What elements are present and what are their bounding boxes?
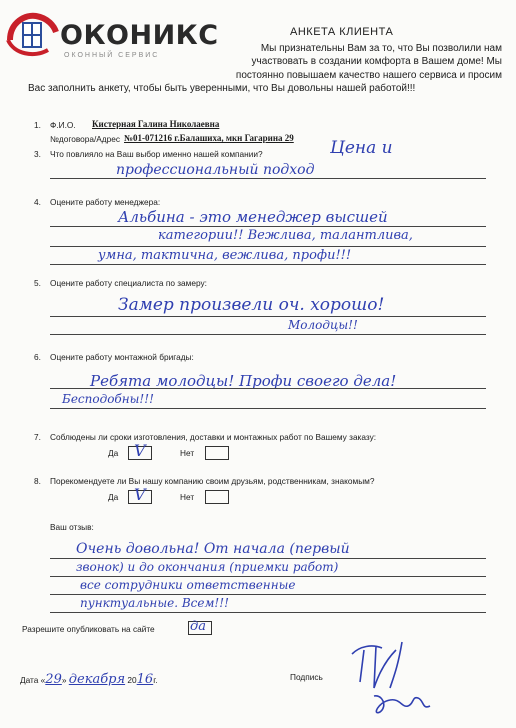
q4-answer-line-1: Альбина - это менеджер высшей: [118, 208, 388, 226]
q4-number: 4.: [34, 197, 41, 207]
q4-answer-line-2: категории!! Вежлива, талантлива,: [158, 228, 413, 243]
date-field: [20, 672, 158, 687]
q4-rule-3: [50, 264, 486, 265]
date-label: Дата «: [20, 675, 46, 685]
q2-label: №договора/Адрес: [50, 134, 121, 144]
q8-yes-label: Да: [108, 492, 119, 502]
date-year-prefix: 20: [127, 675, 137, 685]
review-rule-2: [50, 576, 486, 577]
q5-rule-1: [50, 316, 486, 317]
q8-yes-checkmark: V: [134, 485, 146, 504]
q6-rule-1: [50, 388, 486, 389]
q8-no-checkbox[interactable]: [205, 490, 229, 504]
q7-no-checkbox[interactable]: [205, 446, 229, 460]
q6-rule-2: [50, 408, 486, 409]
q5-rule-2: [50, 334, 486, 335]
review-answer-line-2: звонок) и до окончания (приемки работ): [76, 560, 339, 574]
intro-line-2: участвовать в создании комфорта в Вашем доме! Мы: [251, 56, 502, 68]
q8-label: Порекомендуете ли Вы нашу компанию своим друзьям, родственникам, знакомым?: [50, 476, 375, 486]
review-rule-4: [50, 612, 486, 613]
review-answer-line-1: Очень довольна! От начала (первый: [76, 541, 350, 557]
q5-answer-line-2: Молодцы!!: [288, 318, 358, 332]
review-rule-1: [50, 558, 486, 559]
intro-line-4: Вас заполнить анкету, чтобы быть уверенными, что Вы довольны нашей работой!!!: [28, 83, 416, 95]
q7-number: 7.: [34, 432, 41, 442]
q6-answer-line-2: Бесподобны!!!: [62, 392, 154, 406]
date-year: 16: [136, 672, 154, 687]
intro-line-1: Мы признательны Вам за то, что Вы позволили нам: [260, 43, 502, 54]
signature-mark: [342, 636, 442, 720]
q5-label: Оцените работу специалиста по замеру:: [50, 278, 207, 288]
date-year-suffix: г.: [153, 675, 158, 685]
review-label: Ваш отзыв:: [50, 522, 94, 532]
q3-answer-line-2: профессиональный подход: [116, 162, 315, 178]
q7-label: Соблюдены ли сроки изготовления, доставки и монтажных работ по Вашему заказу:: [50, 432, 377, 442]
q4-answer-line-3: умна, тактична, вежлива, профи!!!: [98, 248, 352, 263]
date-day: 29: [45, 672, 62, 687]
q7-yes-checkbox[interactable]: [128, 441, 152, 460]
q6-answer-line-1: Ребята молодцы! Профи своего дела!: [90, 372, 397, 390]
q3-answer-line-1: Цена и: [330, 138, 393, 158]
logo-name: ОКОНИКС: [60, 20, 219, 51]
q7-no-label: Нет: [180, 448, 195, 458]
q5-answer-line-1: Замер произвели оч. хорошо!: [118, 295, 385, 315]
q1-fio-value: Кистерная Галина Николаевна: [92, 119, 220, 129]
q2-contract-value: №01-071216 г.Балашиха, мкн Гагарина 29: [124, 133, 294, 143]
review-answer-line-3: все сотрудники ответственные: [80, 578, 296, 592]
intro-text: [28, 42, 502, 96]
publish-answer: да: [190, 619, 206, 634]
signature-label: Подпись: [290, 672, 323, 682]
logo-tagline: ОКОННЫЙ СЕРВИС: [64, 52, 160, 59]
q3-number: 3.: [34, 149, 41, 159]
q4-rule-1: [50, 226, 486, 227]
review-answer-line-4: пунктуальные. Всем!!!: [80, 596, 229, 610]
date-close-quote: »: [61, 675, 67, 685]
q8-no-label: Нет: [180, 492, 195, 502]
q8-number: 8.: [34, 476, 41, 486]
q5-number: 5.: [34, 278, 41, 288]
q4-label: Оцените работу менеджера:: [50, 197, 161, 207]
q6-label: Оцените работу монтажной бригады:: [50, 352, 194, 362]
q8-yes-checkbox[interactable]: [128, 485, 152, 504]
publish-label: Разрешите опубликовать на сайте: [22, 624, 155, 634]
q6-number: 6.: [34, 352, 41, 362]
q1-number: 1.: [34, 120, 41, 130]
q1-label: Ф.И.О.: [50, 120, 76, 130]
review-rule-3: [50, 594, 486, 595]
q3-rule: [50, 178, 486, 179]
form-title: АНКЕТА КЛИЕНТА: [290, 26, 394, 38]
q7-yes-label: Да: [108, 448, 119, 458]
q7-yes-checkmark: V: [134, 441, 146, 460]
date-month: декабря: [68, 672, 126, 687]
q3-label: Что повлияло на Ваш выбор именно нашей компании?: [50, 149, 263, 159]
publish-checkbox[interactable]: [188, 621, 212, 635]
intro-line-3: постоянно повышаем качество нашего сервиса и просим: [235, 69, 502, 81]
q4-rule-2: [50, 246, 486, 247]
